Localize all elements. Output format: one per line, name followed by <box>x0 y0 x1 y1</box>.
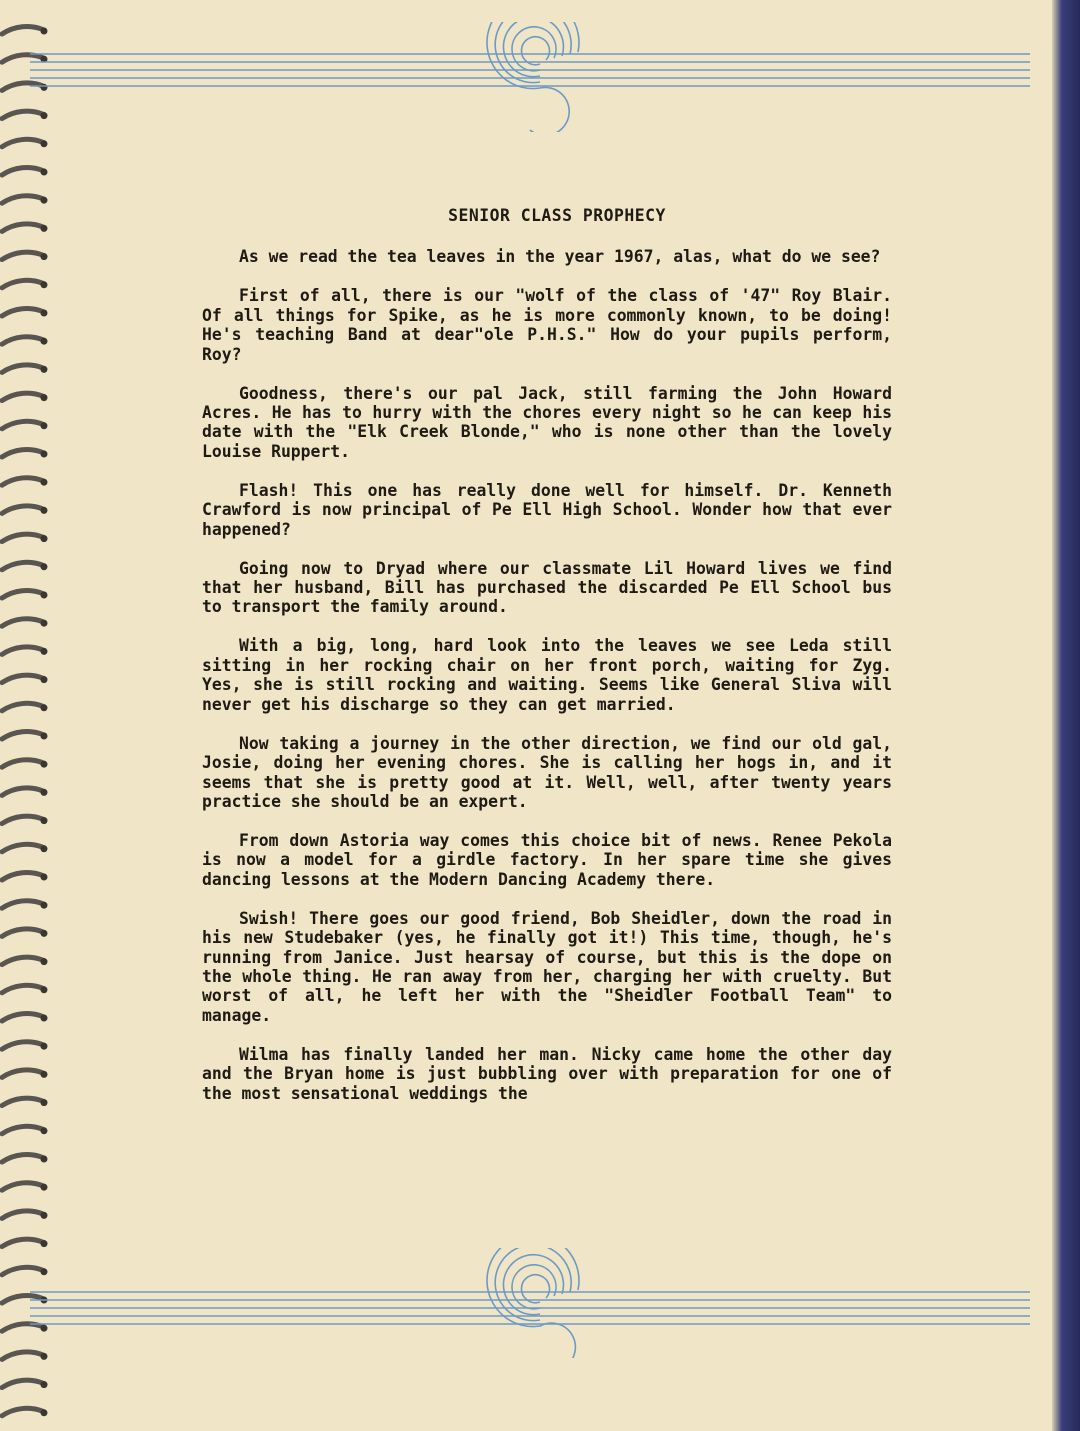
spiral-coil <box>2 1380 44 1387</box>
punch-hole <box>41 197 48 204</box>
punch-hole <box>41 930 48 937</box>
paragraph: Going now to Dryad where our classmate Lil Howard lives we find that her husband, Bill has purchased the discarded Pe Ell School bus to transport the family around. <box>202 558 892 617</box>
spiral-coil <box>2 139 44 146</box>
spiral-coil <box>2 252 44 259</box>
spiral-binding-icon <box>0 0 70 1431</box>
punch-hole <box>41 1015 48 1022</box>
spiral-coil <box>2 647 44 654</box>
spiral-coil <box>2 1126 44 1133</box>
punch-hole <box>41 1184 48 1191</box>
punch-hole <box>41 789 48 796</box>
spiral-coil <box>2 168 44 175</box>
punch-hole <box>41 281 48 288</box>
spiral-coil <box>2 957 44 964</box>
spiral-coil <box>2 844 44 851</box>
spiral-coil <box>2 591 44 598</box>
punch-hole <box>41 507 48 514</box>
spiral-coil <box>2 1014 44 1021</box>
spiral-coil <box>2 619 44 626</box>
punch-hole <box>41 422 48 429</box>
punch-hole <box>41 845 48 852</box>
spiral-coil <box>2 534 44 541</box>
spiral-coil <box>2 450 44 457</box>
paragraph: With a big, long, hard look into the leaves we see Leda still sitting in her rocking chair on her front porch, waiting for Zyg. Yes, she is still rocking and waiting. Seems like General Sliva will never get his discharge so they can get married. <box>202 636 892 714</box>
spiral-coil <box>2 873 44 880</box>
punch-hole <box>41 253 48 260</box>
paragraph: Swish! There goes our good friend, Bob Sheidler, down the road in his new Studebaker (yes, he finally got it!) This time, though, he's running from Janice. Just hearsay of course, but this is the dope on the whole thing. He ran away from her, charging her with cruelty. But worst of all, he left her with the "Sheidler Football Team" to manage. <box>202 908 892 1025</box>
punch-hole <box>41 817 48 824</box>
spiral-coil <box>2 816 44 823</box>
spiral-coil <box>2 365 44 372</box>
punch-hole <box>41 986 48 993</box>
punch-hole <box>41 1240 48 1247</box>
punch-hole <box>41 1099 48 1106</box>
punch-hole <box>41 366 48 373</box>
punch-hole <box>41 648 48 655</box>
punch-hole <box>41 1071 48 1078</box>
punch-hole <box>41 761 48 768</box>
punch-hole <box>41 704 48 711</box>
spiral-coil <box>2 1070 44 1077</box>
punch-hole <box>41 535 48 542</box>
punch-hole <box>41 1212 48 1219</box>
punch-hole <box>41 310 48 317</box>
spiral-coil <box>2 929 44 936</box>
spiral-coil <box>2 421 44 428</box>
punch-hole <box>41 169 48 176</box>
spiral-coil <box>2 1098 44 1105</box>
spiral-coil <box>2 732 44 739</box>
spiral-coil <box>2 506 44 513</box>
bottom-staff-decoration-icon <box>0 1248 1052 1358</box>
punch-hole <box>41 958 48 965</box>
punch-hole <box>41 225 48 232</box>
punch-hole <box>41 1156 48 1163</box>
spiral-coil <box>2 901 44 908</box>
spiral-coil <box>2 309 44 316</box>
punch-hole <box>41 563 48 570</box>
spiral-coil <box>2 675 44 682</box>
punch-hole <box>41 1409 48 1416</box>
spiral-coil <box>2 703 44 710</box>
paragraph: Flash! This one has really done well for himself. Dr. Kenneth Crawford is now principal of Pe Ell High School. Wonder how that ever happened? <box>202 480 892 539</box>
spiral-coil <box>2 788 44 795</box>
spiral-coil <box>2 562 44 569</box>
punch-hole <box>41 479 48 486</box>
spiral-coil <box>2 1183 44 1190</box>
punch-hole <box>41 620 48 627</box>
paragraph: Now taking a journey in the other direction, we find our old gal, Josie, doing her evening chores. She is calling her hogs in, and it seems that she is pretty good at it. Well, well, after twenty years practice she should be an expert. <box>202 733 892 811</box>
punch-hole <box>41 733 48 740</box>
spiral-coil <box>2 393 44 400</box>
top-staff-decoration-icon <box>0 22 1052 132</box>
spiral-coil <box>2 1211 44 1218</box>
paragraph: From down Astoria way comes this choice bit of news. Renee Pekola is now a model for a girdle factory. In her spare time she gives dancing lessons at the Modern Dancing Academy there. <box>202 830 892 889</box>
punch-hole <box>41 140 48 147</box>
punch-hole <box>41 1381 48 1388</box>
spiral-coil <box>2 1155 44 1162</box>
punch-hole <box>41 394 48 401</box>
paragraph: Wilma has finally landed her man. Nicky came home the other day and the Bryan home is just bubbling over with preparation for one of the most sensational weddings the <box>202 1044 892 1103</box>
punch-hole <box>41 338 48 345</box>
punch-hole <box>41 1127 48 1134</box>
paragraph: Goodness, there's our pal Jack, still farming the John Howard Acres. He has to hurry with the chores every night so he can keep his date with the "Elk Creek Blonde," who is none other than the lovely Louise Ruppert. <box>202 383 892 461</box>
punch-hole <box>41 874 48 881</box>
punch-hole <box>41 451 48 458</box>
spiral-coil <box>2 224 44 231</box>
spiral-coil <box>2 1239 44 1246</box>
spiral-coil <box>2 337 44 344</box>
spiral-coil <box>2 985 44 992</box>
punch-hole <box>41 902 48 909</box>
prophecy-text <box>202 206 892 1123</box>
punch-hole <box>41 1043 48 1050</box>
spiral-coil <box>2 1408 44 1415</box>
punch-hole <box>41 676 48 683</box>
spiral-coil <box>2 478 44 485</box>
spiral-coil <box>2 1042 44 1049</box>
notebook-cover-edge <box>1052 0 1080 1431</box>
paragraph: As we read the tea leaves in the year 1967, alas, what do we see? <box>239 247 881 267</box>
punch-hole <box>41 592 48 599</box>
paragraph: First of all, there is our "wolf of the class of '47" Roy Blair. Of all things for Spike, as he is more commonly known, to be doing! He's teaching Band at dear"ole P.H.S." How do your pupils perform, Roy? <box>202 286 892 364</box>
spiral-coil <box>2 280 44 287</box>
spiral-coil <box>2 760 44 767</box>
spiral-coil <box>2 196 44 203</box>
page-title: SENIOR CLASS PROPHECY <box>448 206 666 225</box>
